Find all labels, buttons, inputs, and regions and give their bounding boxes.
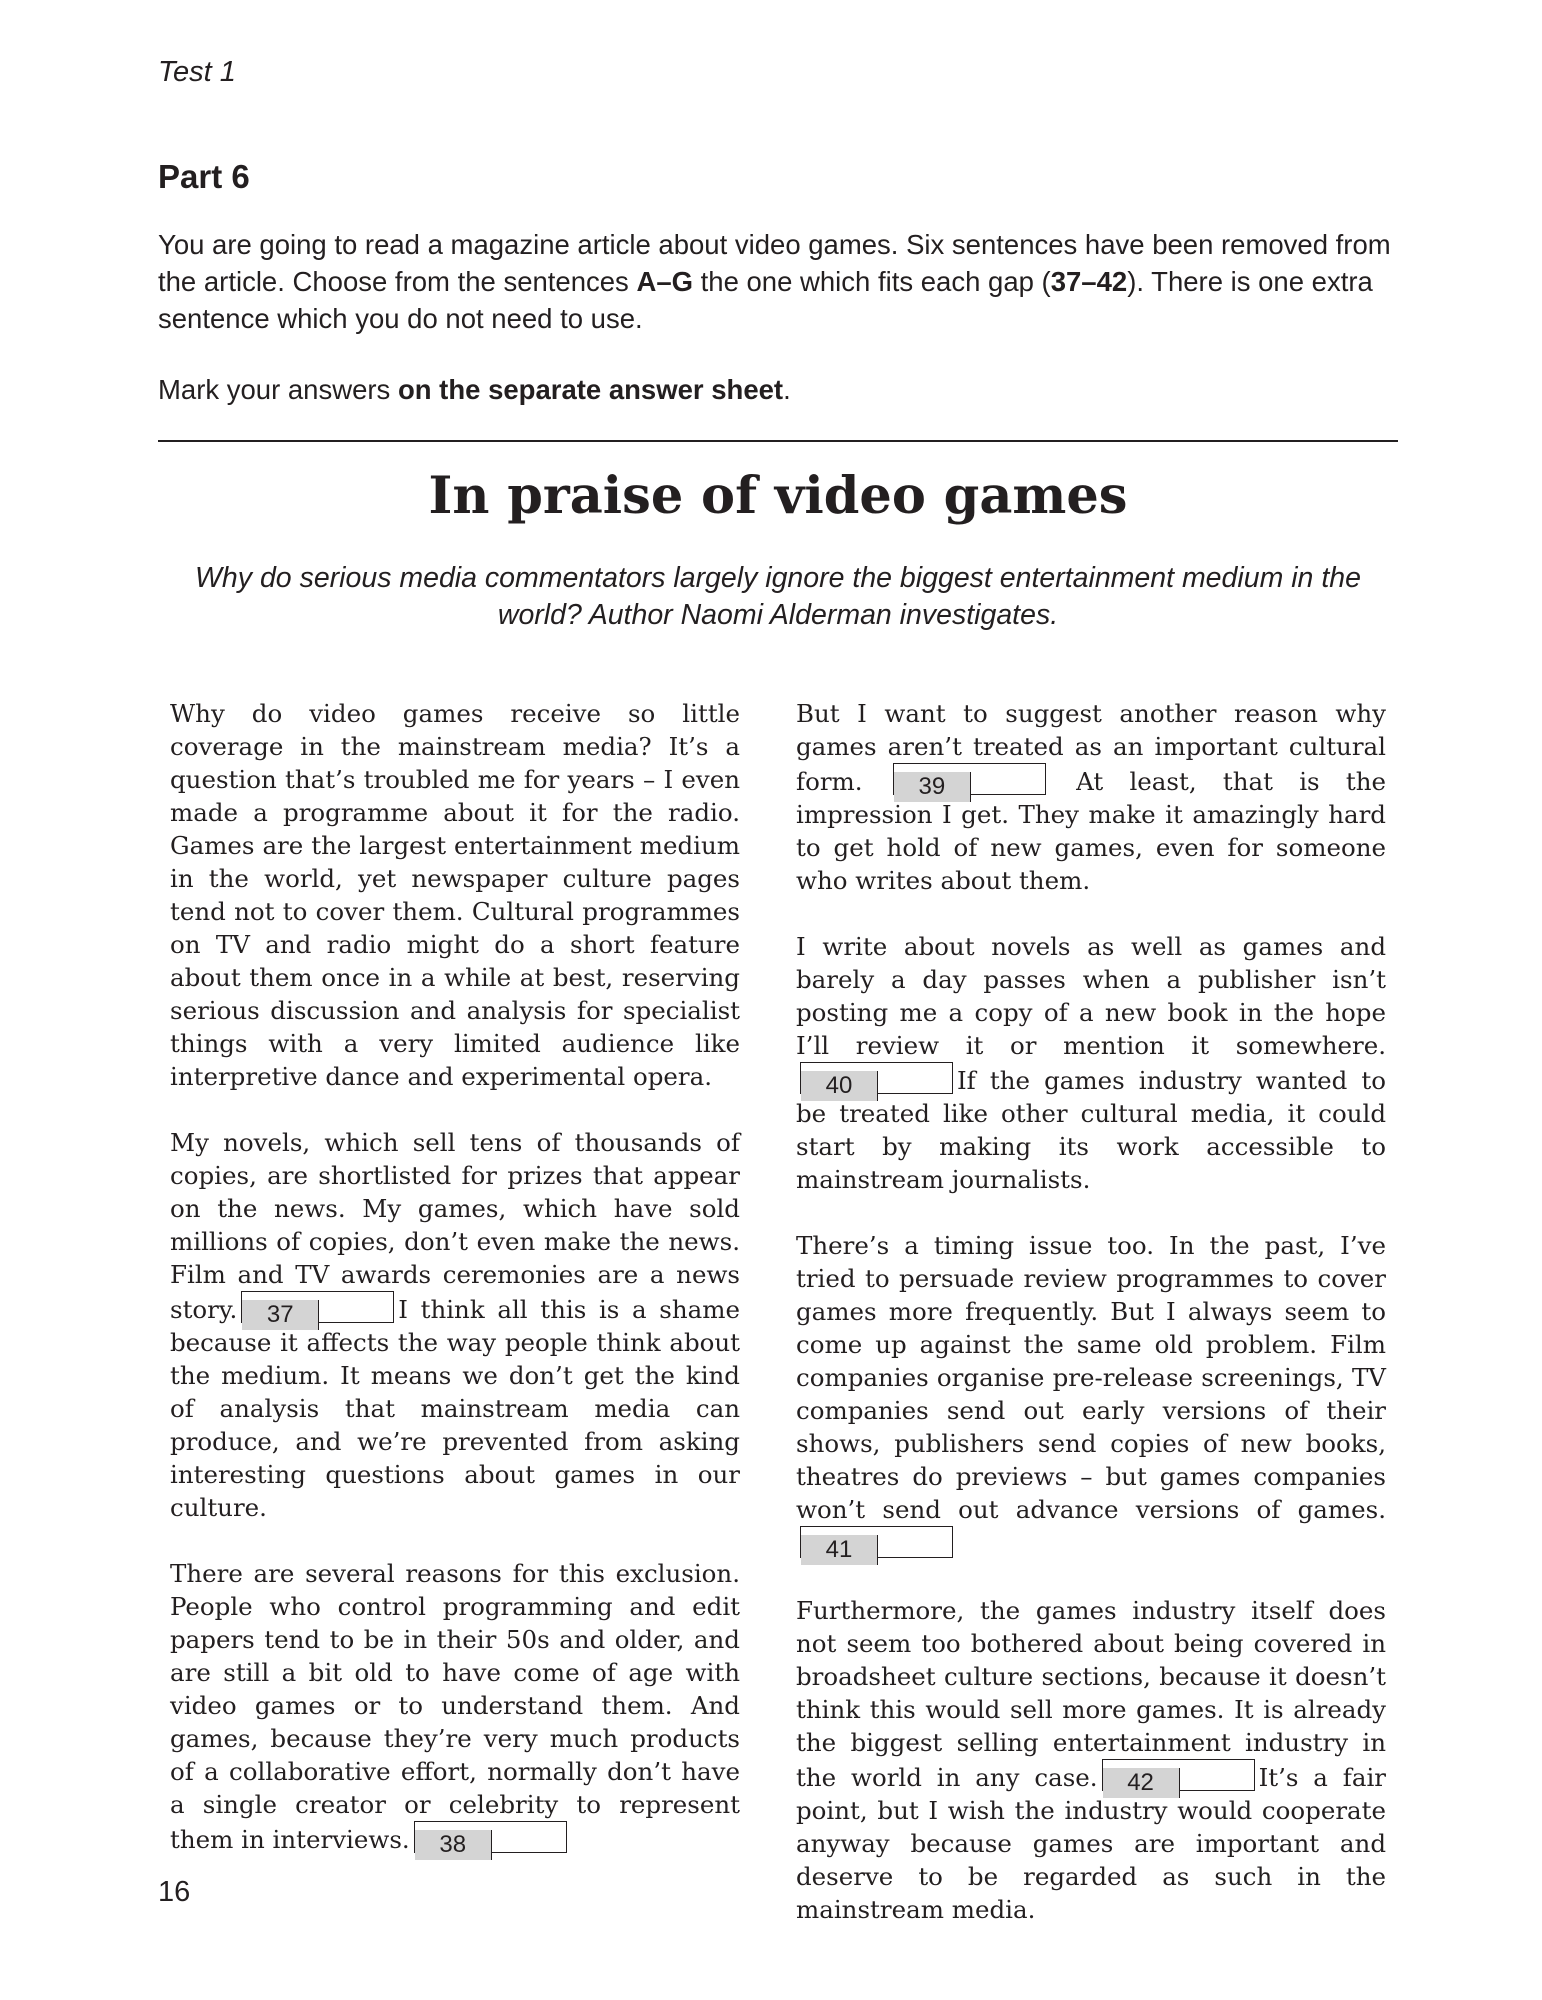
gap-answer-box[interactable] <box>1180 1760 1254 1790</box>
article-column-right <box>796 697 1386 1959</box>
gap-39[interactable] <box>893 763 1046 800</box>
instructions-gap-range: 37–42 <box>1050 266 1128 297</box>
gap-answer-box[interactable] <box>319 1292 393 1322</box>
paragraph <box>170 1126 740 1524</box>
gap-number: 42 <box>1103 1768 1180 1798</box>
paragraph <box>796 697 1386 897</box>
paragraph: Why do video games receive so little coverage in the mainstream media? It’s a question that’s troubled me for years – I even made a programme about it for the radio. Games are the largest entertainment medium in the world, yet newspaper culture pages tend not to cover them. Cultural programmes on TV and radio might do a short feature about them once in a while at best, reserving serious discussion and analysis for specialist things with a very limited audience like interpretive dance and experimental opera. <box>170 699 740 1091</box>
gap-number: 41 <box>801 1535 878 1565</box>
paragraph <box>796 930 1386 1196</box>
paragraph-text: I write about novels as well as games and barely a day passes when a publisher isn’t posting me a copy of a new book in the hope I’ll review it or mention it somewhere. <box>796 932 1386 1060</box>
article-column-left <box>170 697 740 1889</box>
gap-answer-box[interactable] <box>971 764 1045 794</box>
paragraph <box>170 1557 740 1856</box>
paragraph-text: It’s a fair point, but I wish the industry would cooperate anyway because games are important and deserve to be regarded as such in the mainstream media. <box>796 1763 1386 1924</box>
gap-40[interactable] <box>800 1062 953 1099</box>
paragraph-text: There are several reasons for this exclusion. People who control programming and edit papers tend to be in their 50s and older, and are still a bit old to have come of age with video games or to understand them. And games, because they’re very much products of a collaborative effort, normally don’t have a single creator or celebrity to represent them in interviews. <box>170 1559 740 1854</box>
mark-text: Mark your answers <box>158 374 398 405</box>
paragraph <box>796 1594 1386 1926</box>
gap-number: 38 <box>415 1830 492 1860</box>
gap-number: 37 <box>242 1300 319 1330</box>
paragraph-text: If the games industry wanted to be treated like other cultural media, it could start by making its work accessible to mainstream journalists. <box>796 1066 1386 1194</box>
gap-answer-box[interactable] <box>492 1822 566 1852</box>
running-header: Test 1 <box>158 56 236 88</box>
mark-text: . <box>783 374 791 405</box>
paragraph-text: There’s a timing issue too. In the past, I’ve tried to persuade review programmes to cover games more frequently. But I always seem to come up against the same old problem. Film companies organise pre-release screenings, TV companies send out early versions of their shows, publishers send copies of new books, theatres do previews – but games companies won’t send out advance versions of games. <box>796 1231 1386 1524</box>
gap-37[interactable] <box>241 1291 394 1328</box>
paragraph-text: Furthermore, the games industry itself does not seem too bothered about being covered in broadsheet culture sections, because it doesn’t think this would sell more games. It is already the biggest selling entertainment industry in the world in any case. <box>796 1596 1386 1792</box>
paragraph-text: But I want to suggest another reason why games aren’t treated as an important cultural form. <box>796 699 1386 796</box>
paragraph-text: I think all this is a shame because it affects the way people think about the medium. It means we don’t get the kind of analysis that mainstream media can produce, and we’re prevented from asking interesting questions about games in our culture. <box>170 1295 740 1522</box>
page-number: 16 <box>158 1876 191 1908</box>
gap-42[interactable] <box>1102 1759 1255 1796</box>
gap-answer-box[interactable] <box>878 1063 952 1093</box>
article-title: In praise of video games <box>428 466 1128 526</box>
gap-38[interactable] <box>414 1821 567 1858</box>
gap-41[interactable] <box>800 1526 953 1563</box>
paragraph-text: My novels, which sell tens of thousands of copies, are shortlisted for prizes that appear on the news. My games, which have sold millions of copies, don’t even make the news. Film and TV awards ceremonies are a news story. <box>170 1128 740 1324</box>
article-standfirst: Why do serious media commentators largely ignore the biggest entertainment medium in the world? Author Naomi Alderman investigates. <box>195 562 1361 631</box>
answer-sheet-instruction <box>158 374 1398 406</box>
gap-number: 39 <box>894 772 971 802</box>
gap-answer-box[interactable] <box>878 1527 952 1557</box>
divider-rule <box>158 440 1398 442</box>
instructions-text: You are going to read a magazine article about video games. Six sentences have been removed from the article. Choose from the sentences <box>158 229 1391 297</box>
part-title: Part 6 <box>158 158 250 195</box>
instructions-text: ). There is one extra sentence which you do not need to use. <box>158 266 1373 334</box>
mark-bold-text: on the separate answer sheet <box>397 374 784 405</box>
instructions <box>158 226 1398 337</box>
paragraph <box>796 1229 1386 1561</box>
instructions-text: the one which fits each gap ( <box>693 266 1051 297</box>
instructions-letters: A–G <box>636 266 693 297</box>
paragraph-text: At least, that is the impression I get. They make it amazingly hard to get hold of new games, even for someone who writes about them. <box>796 767 1386 895</box>
gap-number: 40 <box>801 1071 878 1101</box>
